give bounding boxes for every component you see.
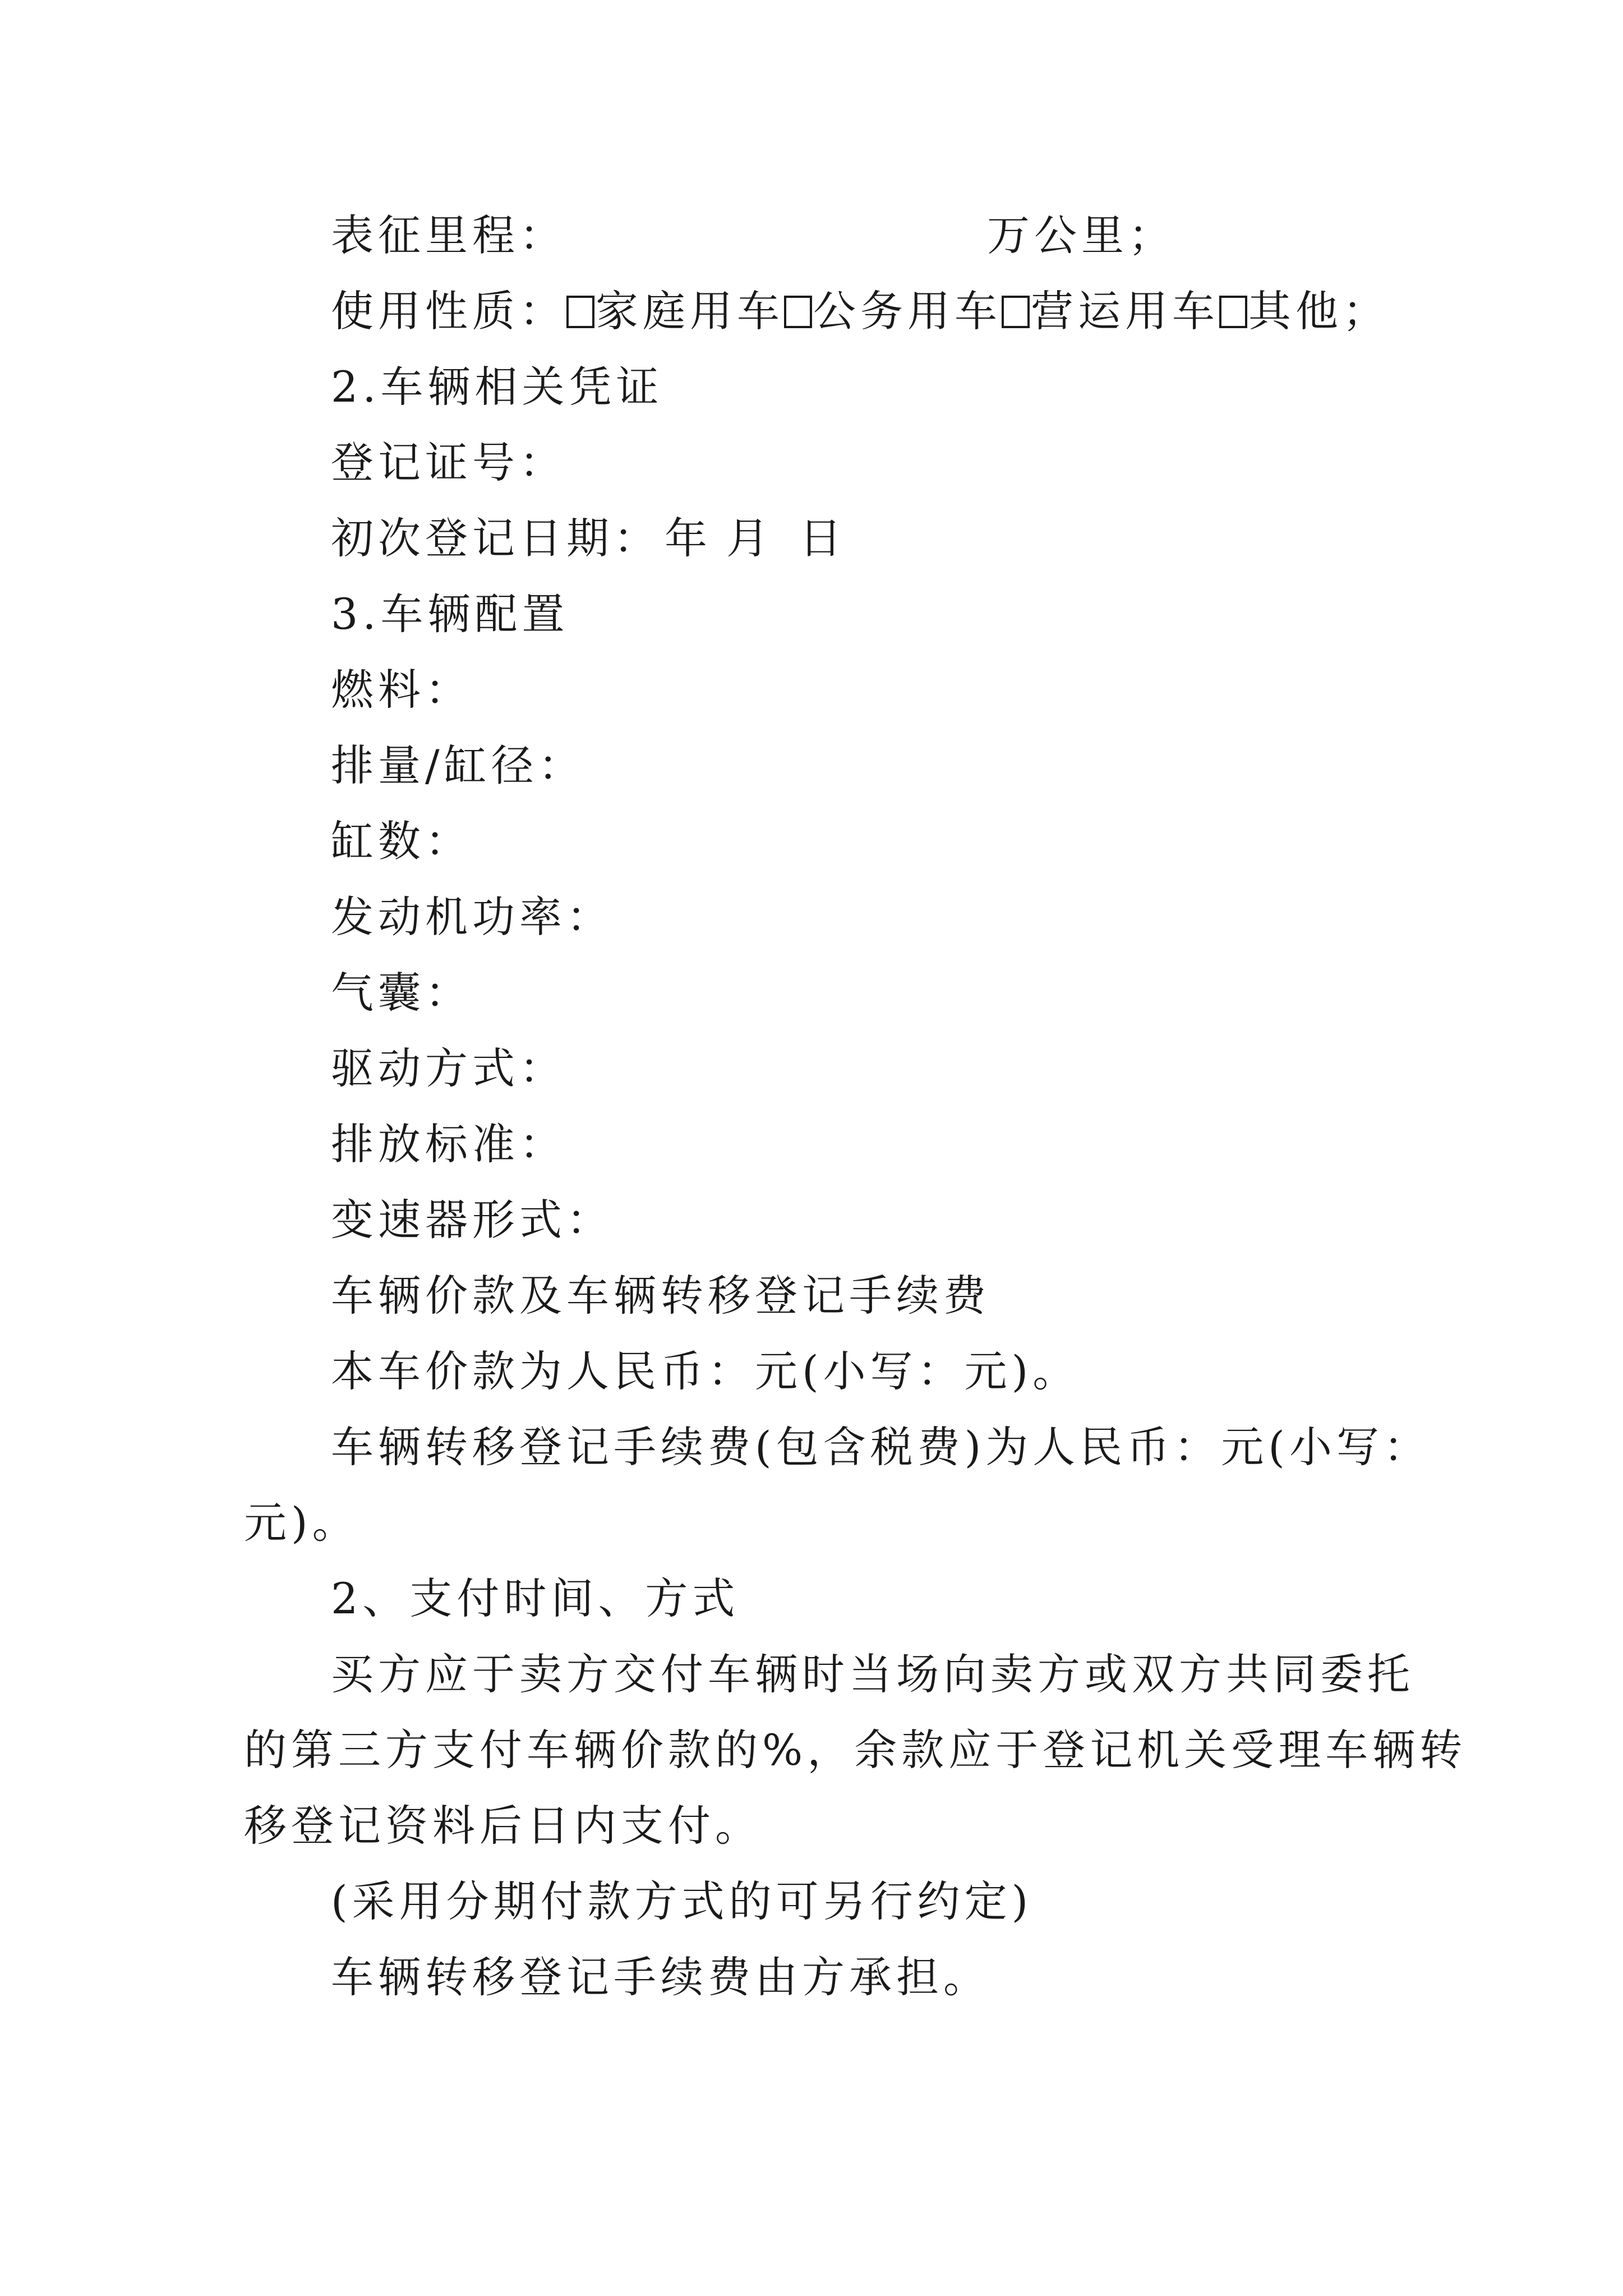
displacement-label: 排量/缸径： <box>331 740 585 790</box>
first-registration-year: 年 <box>665 513 712 563</box>
transmission-label: 变速器形式： <box>331 1195 614 1245</box>
payment-text-line1: 买方应于卖方交付车辆时当场向卖方或双方共同委托 <box>331 1649 1414 1699</box>
usage-option-official: 公务用车 <box>813 286 1002 336</box>
usage-checkbox-commercial[interactable] <box>1002 296 1030 328</box>
section-vehicle-config: 3.车辆配置 <box>331 589 569 639</box>
payment-text-line3: 移登记资料后日内支付。 <box>244 1801 762 1851</box>
usage-checkbox-family[interactable] <box>566 296 594 328</box>
usage-checkbox-official[interactable] <box>784 296 812 328</box>
payment-heading: 2、支付时间、方式 <box>331 1573 740 1623</box>
fee-bearer-text: 车辆转移登记手续费由方承担。 <box>331 1952 990 2002</box>
installment-note: (采用分期付款方式的可另行约定) <box>331 1876 1033 1926</box>
mileage-unit-line <box>987 208 1175 264</box>
payment-text-line2: 的第三方支付车辆价款的%，余款应于登记机关受理车辆转 <box>244 1725 1467 1775</box>
registration-no-label: 登记证号： <box>331 438 566 487</box>
engine-power-label: 发动机功率： <box>331 892 614 942</box>
mileage-unit: 万公里； <box>987 210 1175 260</box>
usage-label: 使用性质： <box>331 286 566 336</box>
usage-option-commercial: 营运用车 <box>1031 286 1219 336</box>
emission-standard-label: 排放标准： <box>331 1119 566 1169</box>
mileage-line <box>331 208 566 264</box>
usage-option-family: 家庭用车 <box>596 286 784 336</box>
fee-text-line2: 元)。 <box>244 1498 359 1548</box>
mileage-label: 表征里程： <box>331 210 566 260</box>
section-vehicle-docs: 2.车辆相关凭证 <box>331 362 663 412</box>
fee-text-line1: 车辆转移登记手续费(包含税费)为人民币：元(小写： <box>331 1422 1431 1472</box>
airbag-label: 气囊： <box>331 968 472 1018</box>
price-text: 本车价款为人民币：元(小写：元)。 <box>331 1346 1080 1396</box>
price-heading: 车辆价款及车辆转移登记手续费 <box>331 1271 990 1320</box>
usage-option-other: 其他； <box>1248 286 1390 336</box>
first-registration-day: 日 <box>799 513 846 563</box>
fuel-label: 燃料： <box>331 665 472 715</box>
first-registration-label: 初次登记日期： <box>331 513 661 563</box>
usage-checkbox-other[interactable] <box>1219 296 1247 328</box>
usage-line <box>331 283 1390 339</box>
drive-mode-label: 驱动方式： <box>331 1043 566 1093</box>
cylinders-label: 缸数： <box>331 816 472 866</box>
first-registration-month: 月 <box>726 513 773 563</box>
